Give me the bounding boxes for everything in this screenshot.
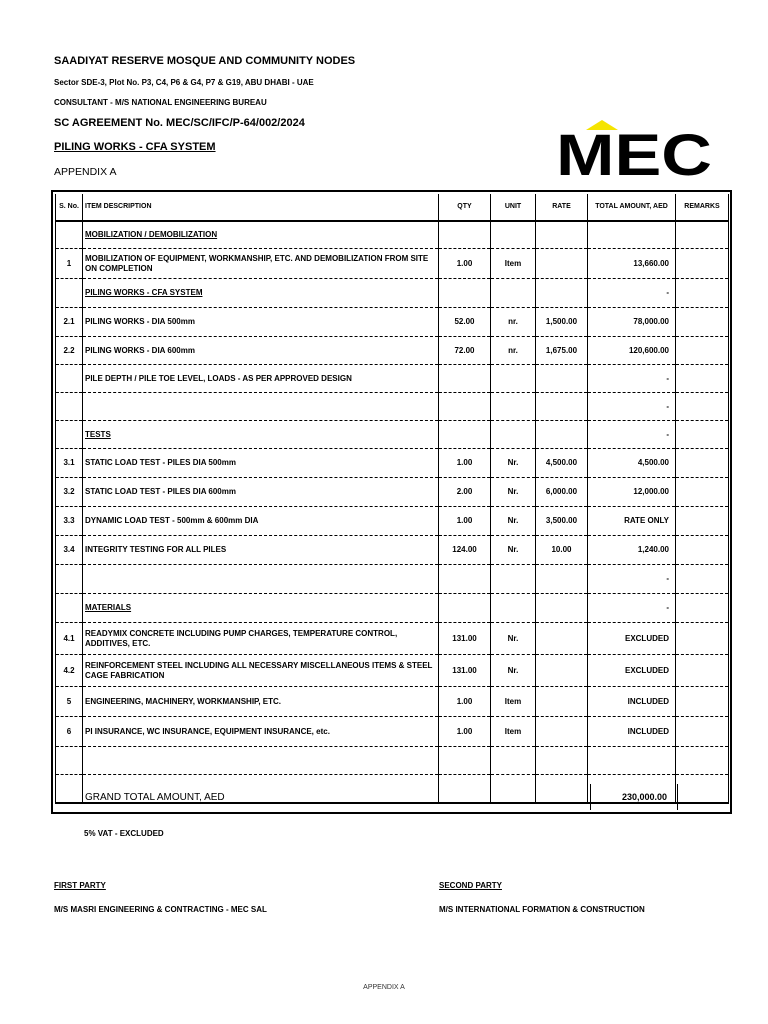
cell-unit <box>491 393 536 421</box>
cell-total: INCLUDED <box>588 687 676 717</box>
cell-qty: 1.00 <box>439 507 491 536</box>
table-row <box>56 308 729 337</box>
second-party-name: M/S INTERNATIONAL FORMATION & CONSTRUCTION <box>439 905 645 914</box>
cell-sno: 2.1 <box>56 308 83 337</box>
cell-description: INTEGRITY TESTING FOR ALL PILES <box>83 536 439 565</box>
cell-remarks <box>676 249 729 279</box>
cell-qty: 131.00 <box>439 655 491 687</box>
col-header-description: ITEM DESCRIPTION <box>83 194 439 221</box>
cell-remarks <box>676 221 729 249</box>
col-header-sno: S. No. <box>56 194 83 221</box>
cell-qty <box>439 421 491 449</box>
cell-unit <box>491 594 536 623</box>
cell-description: PILING WORKS - DIA 500mm <box>83 308 439 337</box>
cell-total: 1,240.00 <box>588 536 676 565</box>
cell-total: 78,000.00 <box>588 308 676 337</box>
table-row <box>56 393 729 421</box>
cell-description: DYNAMIC LOAD TEST - 500mm & 600mm DIA <box>83 507 439 536</box>
cell-unit <box>491 747 536 775</box>
cell-qty: 1.00 <box>439 449 491 478</box>
table-row <box>56 279 729 308</box>
cell-qty <box>439 565 491 594</box>
cell-unit: Nr. <box>491 449 536 478</box>
cell-remarks <box>676 536 729 565</box>
cell-remarks <box>676 623 729 655</box>
cell-total: - <box>588 365 676 393</box>
cell-qty <box>439 221 491 249</box>
cell-total: - <box>588 421 676 449</box>
cell-remarks <box>676 717 729 747</box>
cell-description <box>83 565 439 594</box>
table-row <box>56 536 729 565</box>
cell-description: STATIC LOAD TEST - PILES DIA 500mm <box>83 449 439 478</box>
mec-logo <box>556 118 714 178</box>
cell-description <box>83 393 439 421</box>
table-row <box>56 655 729 687</box>
project-title: SAADIYAT RESERVE MOSQUE AND COMMUNITY NODES <box>54 55 356 67</box>
cell-rate: 1,500.00 <box>536 308 588 337</box>
agreement-number: SC AGREEMENT No. MEC/SC/IFC/P-64/002/2024 <box>54 117 305 129</box>
cell-qty: 2.00 <box>439 478 491 507</box>
col-header-total: TOTAL AMOUNT, AED <box>588 194 676 221</box>
cell-description: READYMIX CONCRETE INCLUDING PUMP CHARGES, TEMPERATURE CONTROL, ADDITIVES, ETC. <box>83 623 439 655</box>
cell-rate <box>536 393 588 421</box>
cell-total: - <box>588 565 676 594</box>
second-party-label: SECOND PARTY <box>439 881 502 890</box>
cell-sno: 4.1 <box>56 623 83 655</box>
cell-description: MOBILIZATION / DEMOBILIZATION <box>83 221 439 249</box>
cell-unit: Nr. <box>491 536 536 565</box>
cell-remarks <box>676 565 729 594</box>
cell-sno: 4.2 <box>56 655 83 687</box>
col-header-qty: QTY <box>439 194 491 221</box>
grand-divider-left <box>590 784 591 810</box>
cell-total: - <box>588 393 676 421</box>
cell-total: EXCLUDED <box>588 655 676 687</box>
grand-total-row <box>55 784 728 810</box>
cell-unit: Nr. <box>491 507 536 536</box>
cell-qty <box>439 594 491 623</box>
cell-remarks <box>676 594 729 623</box>
cell-qty: 1.00 <box>439 717 491 747</box>
cell-sno: 5 <box>56 687 83 717</box>
table-row <box>56 365 729 393</box>
cell-sno: 2.2 <box>56 337 83 365</box>
cell-rate <box>536 687 588 717</box>
cell-sno: 3.1 <box>56 449 83 478</box>
cell-rate <box>536 565 588 594</box>
cell-unit: nr. <box>491 308 536 337</box>
cell-qty: 1.00 <box>439 249 491 279</box>
cell-qty: 72.00 <box>439 337 491 365</box>
cell-remarks <box>676 393 729 421</box>
grand-total-value: 230,000.00 <box>622 792 668 802</box>
cell-rate <box>536 221 588 249</box>
cell-unit <box>491 565 536 594</box>
cell-description: PILE DEPTH / PILE TOE LEVEL, LOADS - AS PER APPROVED DESIGN <box>83 365 439 393</box>
cell-qty <box>439 365 491 393</box>
cell-sno <box>56 221 83 249</box>
cell-rate: 6,000.00 <box>536 478 588 507</box>
cell-unit <box>491 221 536 249</box>
cell-total: 4,500.00 <box>588 449 676 478</box>
cell-qty: 124.00 <box>439 536 491 565</box>
cell-qty <box>439 279 491 308</box>
table-header-row <box>56 194 729 221</box>
cell-description: PILING WORKS - DIA 600mm <box>83 337 439 365</box>
table-row <box>56 221 729 249</box>
cell-sno <box>56 747 83 775</box>
cell-remarks <box>676 279 729 308</box>
cell-rate <box>536 747 588 775</box>
cell-rate <box>536 365 588 393</box>
logo-text: MEC <box>556 123 712 178</box>
cell-remarks <box>676 507 729 536</box>
bill-of-quantities <box>51 190 732 814</box>
cell-total: EXCLUDED <box>588 623 676 655</box>
table-row <box>56 747 729 775</box>
consultant-line: CONSULTANT - M/S NATIONAL ENGINEERING BUREAU <box>54 98 267 107</box>
table-row <box>56 623 729 655</box>
table-row <box>56 449 729 478</box>
cell-description: STATIC LOAD TEST - PILES DIA 600mm <box>83 478 439 507</box>
col-header-remarks: REMARKS <box>676 194 729 221</box>
cell-total: RATE ONLY <box>588 507 676 536</box>
cell-sno: 3.2 <box>56 478 83 507</box>
cell-total <box>588 221 676 249</box>
cell-description: PI INSURANCE, WC INSURANCE, EQUIPMENT INSURANCE, etc. <box>83 717 439 747</box>
cell-unit: Nr. <box>491 478 536 507</box>
table-row <box>56 507 729 536</box>
cell-unit <box>491 421 536 449</box>
table-row <box>56 594 729 623</box>
cell-rate: 10.00 <box>536 536 588 565</box>
cell-unit: Nr. <box>491 655 536 687</box>
cell-rate <box>536 717 588 747</box>
cell-sno <box>56 421 83 449</box>
table-row <box>56 337 729 365</box>
cell-total: INCLUDED <box>588 717 676 747</box>
cell-sno <box>56 594 83 623</box>
cell-sno <box>56 565 83 594</box>
cell-description: ENGINEERING, MACHINERY, WORKMANSHIP, ETC. <box>83 687 439 717</box>
cell-sno: 3.4 <box>56 536 83 565</box>
cell-remarks <box>676 365 729 393</box>
vat-note: 5% VAT - EXCLUDED <box>84 829 164 838</box>
cell-remarks <box>676 421 729 449</box>
cell-sno <box>56 365 83 393</box>
scope-title: PILING WORKS - CFA SYSTEM <box>54 141 216 153</box>
cell-total: 13,660.00 <box>588 249 676 279</box>
page-footer: APPENDIX A <box>363 984 405 991</box>
cell-qty: 131.00 <box>439 623 491 655</box>
cell-description <box>83 747 439 775</box>
cell-rate <box>536 249 588 279</box>
appendix-label: APPENDIX A <box>54 166 117 178</box>
cell-remarks <box>676 308 729 337</box>
table-row <box>56 421 729 449</box>
cell-remarks <box>676 449 729 478</box>
table-row <box>56 717 729 747</box>
cell-qty: 52.00 <box>439 308 491 337</box>
cell-description: MOBILIZATION OF EQUIPMENT, WORKMANSHIP, ETC. AND DEMOBILIZATION FROM SITE ON COMPLETION <box>83 249 439 279</box>
cell-rate <box>536 421 588 449</box>
cell-description: PILING WORKS - CFA SYSTEM <box>83 279 439 308</box>
cell-unit: Nr. <box>491 623 536 655</box>
boq-table <box>55 194 729 804</box>
cell-total: - <box>588 279 676 308</box>
cell-sno: 3.3 <box>56 507 83 536</box>
col-header-rate: RATE <box>536 194 588 221</box>
grand-divider-right <box>677 784 678 810</box>
table-row <box>56 478 729 507</box>
cell-qty: 1.00 <box>439 687 491 717</box>
cell-remarks <box>676 478 729 507</box>
col-header-unit: UNIT <box>491 194 536 221</box>
cell-rate <box>536 594 588 623</box>
grand-total-label: GRAND TOTAL AMOUNT, AED <box>85 792 225 803</box>
cell-rate: 4,500.00 <box>536 449 588 478</box>
cell-description: REINFORCEMENT STEEL INCLUDING ALL NECESSARY MISCELLANEOUS ITEMS & STEEL CAGE FABRICATION <box>83 655 439 687</box>
cell-total: 120,600.00 <box>588 337 676 365</box>
table-row <box>56 687 729 717</box>
cell-remarks <box>676 687 729 717</box>
cell-unit: Item <box>491 249 536 279</box>
cell-rate: 1,675.00 <box>536 337 588 365</box>
cell-unit <box>491 365 536 393</box>
cell-unit <box>491 279 536 308</box>
cell-total: 12,000.00 <box>588 478 676 507</box>
cell-rate <box>536 655 588 687</box>
cell-qty <box>439 747 491 775</box>
cell-total: - <box>588 594 676 623</box>
cell-sno: 1 <box>56 249 83 279</box>
first-party-name: M/S MASRI ENGINEERING & CONTRACTING - MEC SAL <box>54 905 267 914</box>
cell-description: TESTS <box>83 421 439 449</box>
first-party-label: FIRST PARTY <box>54 881 106 890</box>
cell-sno <box>56 279 83 308</box>
cell-sno: 6 <box>56 717 83 747</box>
cell-rate <box>536 279 588 308</box>
table-row <box>56 565 729 594</box>
project-location: Sector SDE-3, Plot No. P3, C4, P6 & G4, P7 & G19, ABU DHABI - UAE <box>54 78 314 87</box>
table-row <box>56 249 729 279</box>
cell-unit: nr. <box>491 337 536 365</box>
cell-remarks <box>676 337 729 365</box>
cell-qty <box>439 393 491 421</box>
cell-remarks <box>676 747 729 775</box>
cell-sno <box>56 393 83 421</box>
cell-unit: Item <box>491 687 536 717</box>
cell-rate <box>536 623 588 655</box>
cell-description: MATERIALS <box>83 594 439 623</box>
cell-remarks <box>676 655 729 687</box>
cell-rate: 3,500.00 <box>536 507 588 536</box>
cell-unit: Item <box>491 717 536 747</box>
cell-total <box>588 747 676 775</box>
